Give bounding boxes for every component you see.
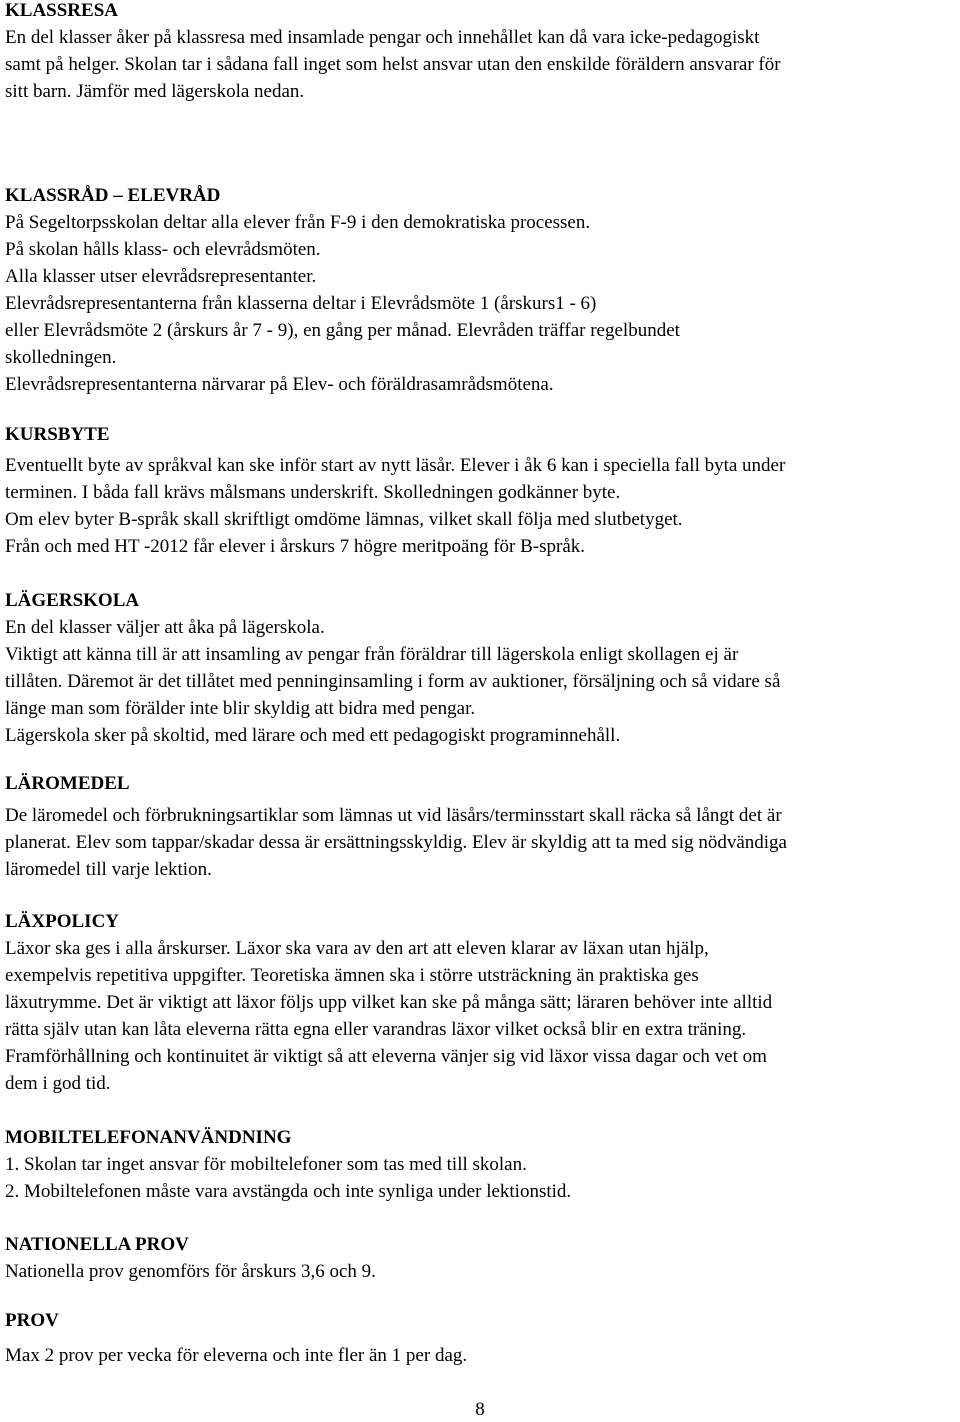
section-mobiltelefonanvandning [5, 1124, 960, 1205]
paragraph-line: Läxor ska ges i alla årskurser. Läxor ska vara av den art att eleven klarar av läxan utan hjälp, [5, 938, 709, 959]
paragraph-line: exempelvis repetitiva uppgifter. Teoretiska ämnen ska i större utsträckning än praktiska ges [5, 965, 699, 986]
paragraph-line: Viktigt att känna till är att insamling av pengar från föräldrar till lägerskola enligt skollagen ej är [5, 644, 739, 665]
section-heading: NATIONELLA PROV [5, 1234, 189, 1255]
section-klassrad-elevrad [5, 182, 960, 398]
paragraph-line: Elevrådsrepresentanterna från klasserna deltar i Elevrådsmöte 1 (årskurs1 - 6) [5, 293, 597, 314]
paragraph-line: terminen. I båda fall krävs målsmans underskrift. Skolledningen godkänner byte. [5, 482, 621, 503]
paragraph-line: samt på helger. Skolan tar i sådana fall inget som helst ansvar utan den enskilde föräldern ansvarar för [5, 54, 781, 75]
section-heading: LÄROMEDEL [5, 773, 130, 794]
paragraph-line: En del klasser väljer att åka på lägerskola. [5, 617, 325, 638]
section-heading: LÄGERSKOLA [5, 590, 140, 611]
section-heading: KLASSRÅD – ELEVRÅD [5, 185, 221, 206]
paragraph-line: Eventuellt byte av språkval kan ske inför start av nytt läsår. Elever i åk 6 kan i speciella fall byta under [5, 455, 786, 476]
paragraph-line: läromedel till varje lektion. [5, 859, 212, 880]
section-prov [5, 1307, 960, 1369]
paragraph-line: På skolan hålls klass- och elevrådsmöten. [5, 239, 321, 260]
paragraph-line: sitt barn. Jämför med lägerskola nedan. [5, 81, 305, 102]
section-laromedel [5, 770, 960, 883]
paragraph-line: Alla klasser utser elevrådsrepresentanter. [5, 266, 317, 287]
paragraph-line: De läromedel och förbrukningsartiklar som lämnas ut vid läsårs/terminsstart skall räcka så långt det är [5, 805, 782, 826]
paragraph-line: Lägerskola sker på skoltid, med lärare och med ett pedagogiskt programinnehåll. [5, 725, 621, 746]
paragraph-line: Från och med HT -2012 får elever i årskurs 7 högre meritpoäng för B-språk. [5, 536, 586, 557]
paragraph-line: Framförhållning och kontinuitet är viktigt så att eleverna vänjer sig vid läxor vissa dagar och vet om [5, 1046, 767, 1067]
paragraph-line: eller Elevrådsmöte 2 (årskurs år 7 - 9), en gång per månad. Elevråden träffar regelbundet [5, 320, 680, 341]
paragraph-line: Elevrådsrepresentanterna närvarar på Elev- och föräldrasamrådsmötena. [5, 374, 554, 395]
paragraph-line: länge man som förälder inte blir skyldig att bidra med pengar. [5, 698, 476, 719]
paragraph-line: planerat. Elev som tappar/skadar dessa är ersättningsskyldig. Elev är skyldig att ta med sig nödvändiga [5, 832, 787, 853]
paragraph-line: tillåten. Däremot är det tillåtet med penninginsamling i form av auktioner, försäljning och så vidare så [5, 671, 781, 692]
paragraph-line: 1. Skolan tar inget ansvar för mobiltelefoner som tas med till skolan. [5, 1154, 527, 1175]
page-number: 8 [475, 1399, 485, 1420]
paragraph-line: Nationella prov genomförs för årskurs 3,6 och 9. [5, 1261, 376, 1282]
section-nationella-prov [5, 1231, 960, 1285]
section-heading: MOBILTELEFONANVÄNDNING [5, 1127, 292, 1148]
paragraph-line: rätta själv utan kan låta eleverna rätta egna eller varandras läxor vilket också blir en extra träning. [5, 1019, 747, 1040]
paragraph-line: På Segeltorpsskolan deltar alla elever från F-9 i den demokratiska processen. [5, 212, 591, 233]
paragraph-line: läxutrymme. Det är viktigt att läxor följs upp vilket kan ske på många sätt; läraren behöver inte alltid [5, 992, 773, 1013]
section-heading: PROV [5, 1310, 59, 1331]
section-lagerskola [5, 587, 960, 749]
section-heading: LÄXPOLICY [5, 911, 120, 932]
paragraph-line: Om elev byter B-språk skall skriftligt omdöme lämnas, vilket skall följa med slutbetyget. [5, 509, 683, 530]
section-heading: KURSBYTE [5, 424, 110, 445]
paragraph-line: dem i god tid. [5, 1073, 111, 1094]
paragraph-line: skolledningen. [5, 347, 117, 368]
section-klassresa [5, 0, 960, 105]
paragraph-line: Max 2 prov per vecka för eleverna och inte fler än 1 per dag. [5, 1345, 468, 1366]
section-kursbyte [5, 421, 960, 560]
paragraph-line: 2. Mobiltelefonen måste vara avstängda och inte synliga under lektionstid. [5, 1181, 572, 1202]
section-laxpolicy [5, 908, 960, 1097]
section-heading: KLASSRESA [5, 0, 118, 21]
paragraph-line: En del klasser åker på klassresa med insamlade pengar och innehållet kan då vara icke-pedagogiskt [5, 27, 760, 48]
